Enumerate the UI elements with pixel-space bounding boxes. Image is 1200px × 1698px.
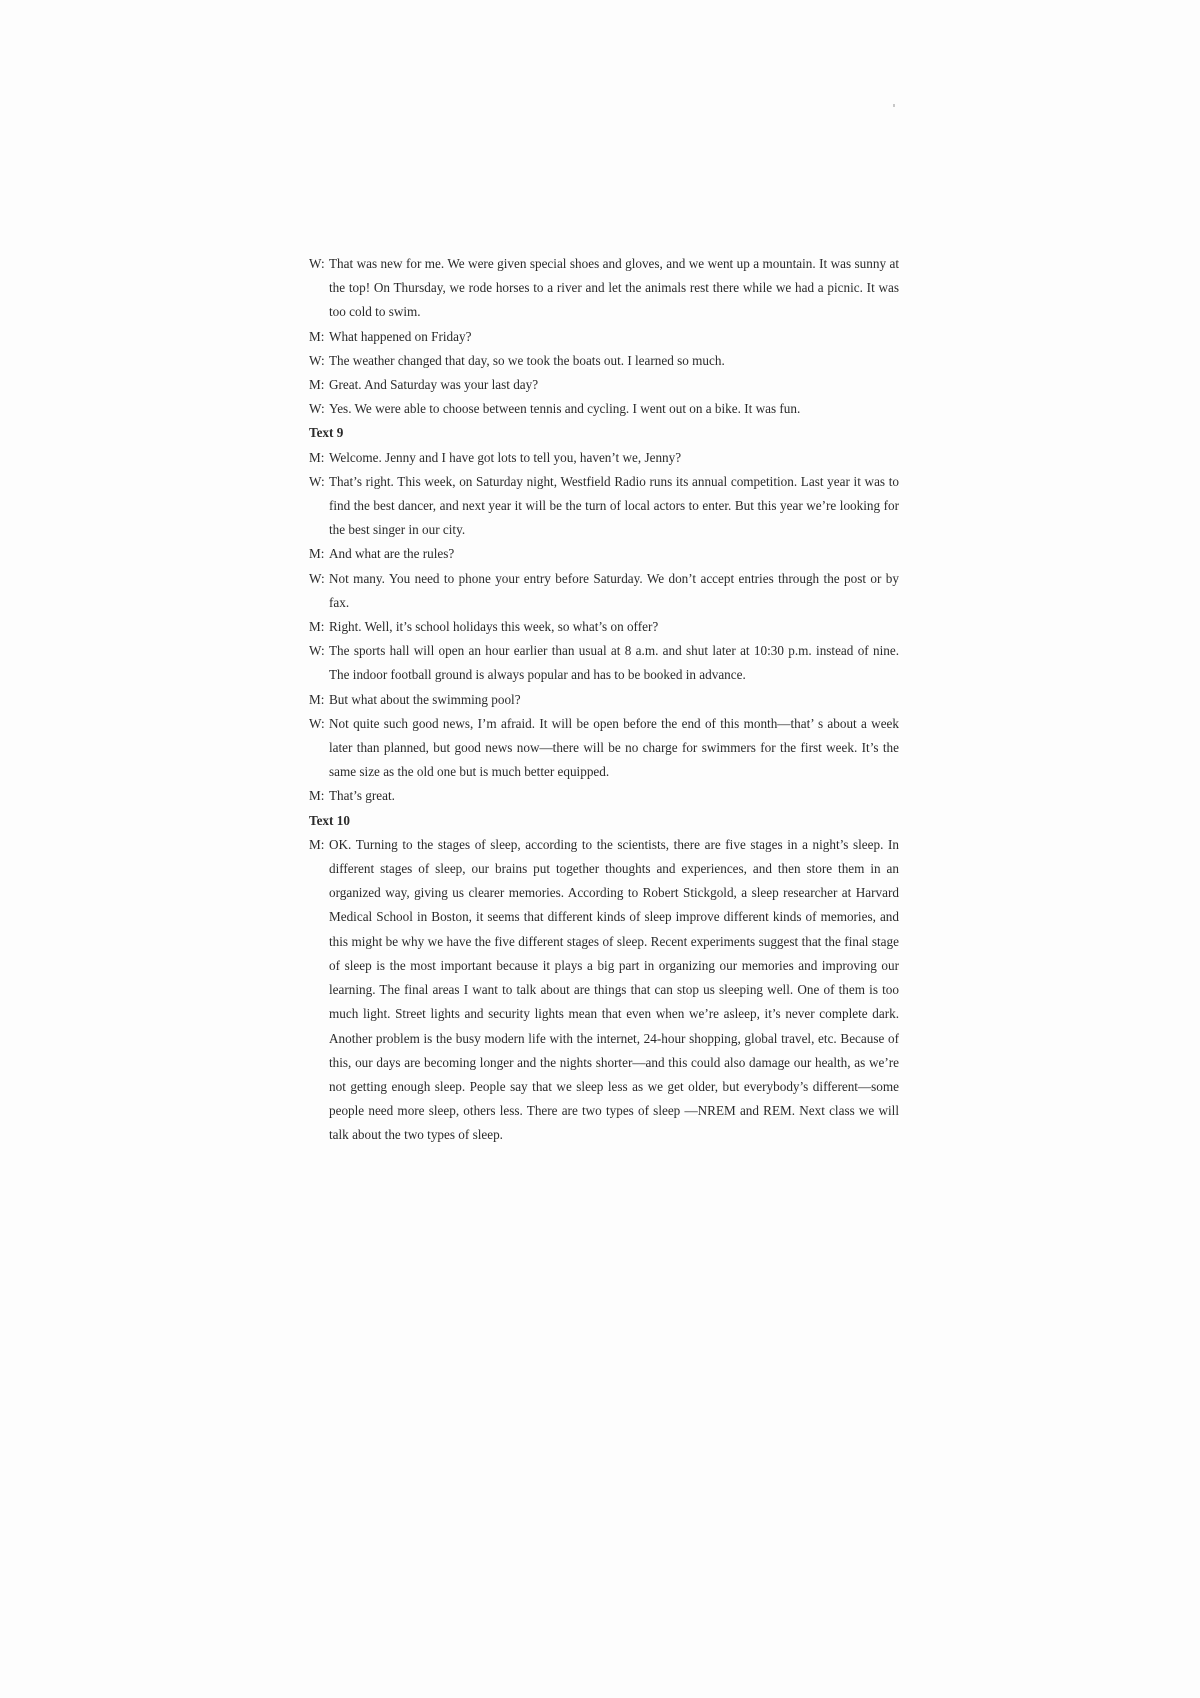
- speaker-label: M:: [309, 377, 325, 393]
- utterance-text: But what about the swimming pool?: [329, 691, 521, 707]
- dialogue-line: [309, 349, 899, 373]
- dialogue-line: [309, 325, 899, 349]
- utterance-text: Not many. You need to phone your entry before Saturday. We don’t accept entries through the post or by fax.: [329, 570, 899, 610]
- utterance-text: Great. And Saturday was your last day?: [329, 377, 539, 393]
- utterance-text: The weather changed that day, so we took the boats out. I learned so much.: [329, 352, 725, 368]
- listening-transcript: [309, 252, 899, 1148]
- dialogue-line: [309, 833, 899, 1148]
- utterance-text: What happened on Friday?: [329, 328, 472, 344]
- speaker-label: W:: [309, 715, 325, 731]
- utterance-text: And what are the rules?: [329, 546, 455, 562]
- dialogue-line: [309, 446, 899, 470]
- speaker-label: M:: [309, 619, 325, 635]
- dialogue-line: [309, 639, 899, 687]
- utterance-text: OK. Turning to the stages of sleep, according to the scientists, there are five stages in a night’s sleep. In different stages of sleep, our brains put together thoughts and experiences, and then store them in an organized way, giving us clearer memories. According to Robert Stickgold, a sleep researcher at Harvard Medical School in Boston, it seems that different kinds of sleep improve different kinds of memories, and this might be why we have the five different stages of sleep. Recent experiments suggest that the final stage of sleep is the most important because it plays a big part in organizing our memories and improving our learning. The final areas I want to talk about are things that can stop us sleeping well. One of them is too much light. Street lights and security lights mean that even when we’re asleep, it’s never complete dark. Another problem is the busy modern life with the internet, 24-hour shopping, global travel, etc. Because of this, our days are becoming longer and the nights shorter—and this could also damage our health, as we’re not getting enough sleep. People say that we sleep less as we get older, but everybody’s different—some people need more sleep, others less. There are two types of sleep —NREM and REM. Next class we will talk about the two types of sleep.: [329, 836, 899, 1143]
- speaker-label: M:: [309, 328, 325, 344]
- dialogue-line: [309, 712, 899, 785]
- utterance-text: That’s right. This week, on Saturday night, Westfield Radio runs its annual competition. Last year it was to find the best dancer, and next year it will be the turn of local actors to enter. But this year we’re looking for the best singer in our city.: [329, 473, 899, 538]
- speaker-label: M:: [309, 788, 325, 804]
- dialogue-line: [309, 784, 899, 808]
- section-heading: Text 10: [309, 812, 350, 828]
- speaker-label: W:: [309, 473, 325, 489]
- speaker-label: W:: [309, 401, 325, 417]
- speaker-label: W:: [309, 570, 325, 586]
- speaker-label: M:: [309, 449, 325, 465]
- speaker-label: W:: [309, 256, 325, 271]
- utterance-text: Right. Well, it’s school holidays this week, so what’s on offer?: [329, 619, 659, 635]
- speaker-label: W:: [309, 643, 325, 659]
- utterance-text: Yes. We were able to choose between tennis and cycling. I went out on a bike. It was fun.: [329, 401, 801, 417]
- section-heading: Text 9: [309, 425, 344, 441]
- dialogue-line: [309, 542, 899, 566]
- speaker-label: M:: [309, 691, 325, 707]
- speaker-label: W:: [309, 352, 325, 368]
- speaker-label: M:: [309, 546, 325, 562]
- dialogue-line: [309, 470, 899, 543]
- scan-speck: [893, 104, 895, 107]
- dialogue-line: [309, 252, 899, 325]
- utterance-text: That was new for me. We were given special shoes and gloves, and we went up a mountain. It was sunny at the top! On Thursday, we rode horses to a river and let the animals rest there while we had a picnic. It was too cold to swim.: [329, 256, 899, 320]
- speaker-label: M:: [309, 836, 325, 852]
- utterance-text: Not quite such good news, I’m afraid. It will be open before the end of this month—that’ s about a week later than planned, but good news now—there will be no charge for swimmers for the first week. It’s the same size as the old one but is much better equipped.: [329, 715, 899, 780]
- dialogue-line: [309, 567, 899, 615]
- dialogue-line: [309, 688, 899, 712]
- utterance-text: The sports hall will open an hour earlier than usual at 8 a.m. and shut later at 10:30 p.m. instead of nine. The indoor football ground is always popular and has to be booked in advance.: [329, 643, 899, 683]
- dialogue-line: [309, 615, 899, 639]
- dialogue-line: [309, 397, 899, 421]
- utterance-text: That’s great.: [329, 788, 395, 804]
- dialogue-line: [309, 373, 899, 397]
- utterance-text: Welcome. Jenny and I have got lots to tell you, haven’t we, Jenny?: [329, 449, 682, 465]
